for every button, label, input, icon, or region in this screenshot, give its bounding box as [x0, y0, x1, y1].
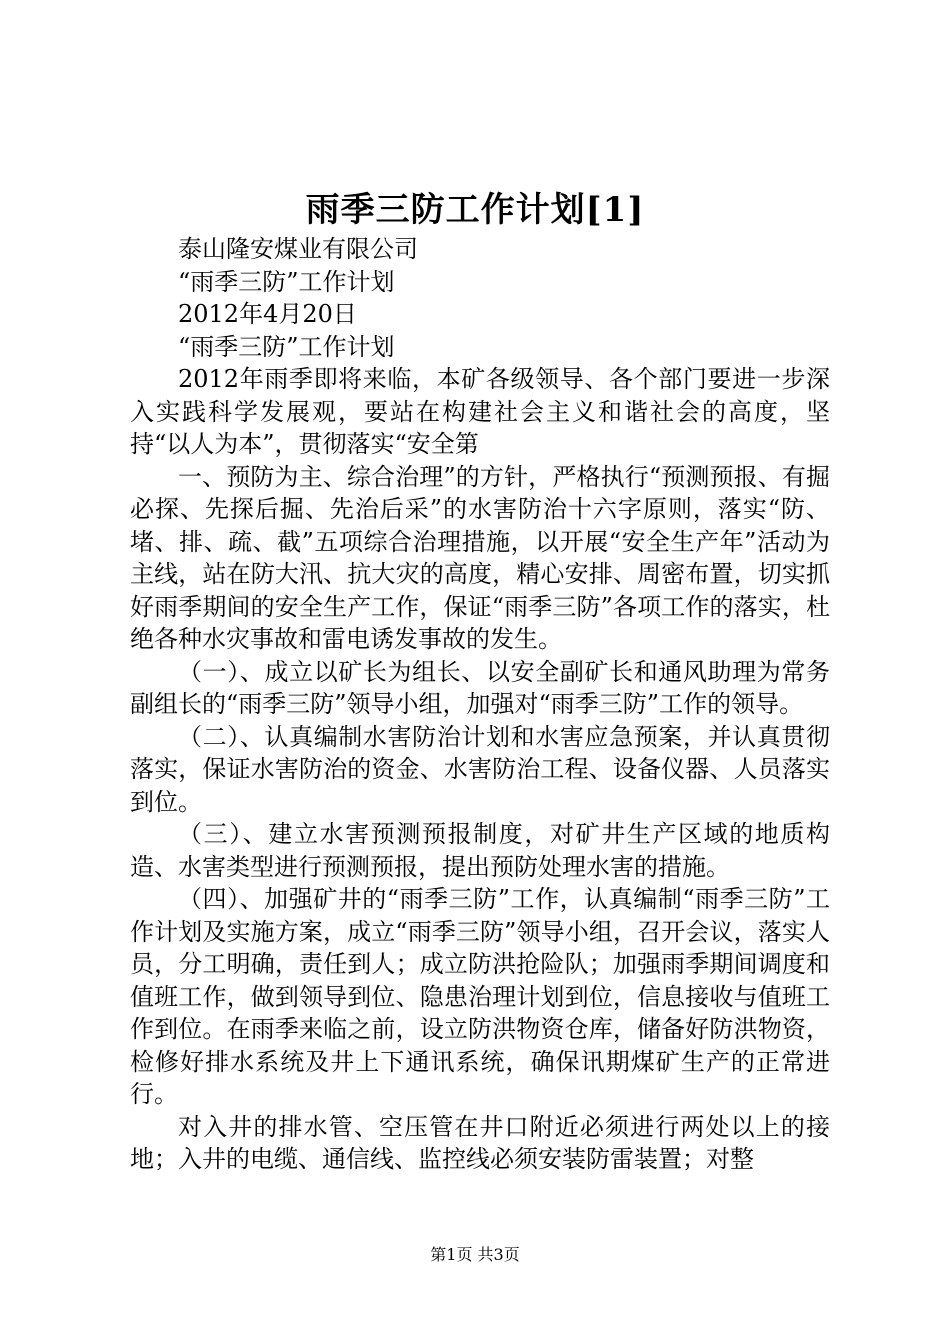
paragraph: “雨季三防”工作计划: [178, 332, 395, 361]
paragraph: 一、预防为主、综合治理”的方针，严格执行“预测预报、有掘必探、先探后掘、先治后采”的水害防治十六字原则，落实“防、堵、排、疏、截”五项综合治理措施，以开展“安全生产年”活动为主线，站在防大汛、抗大灾的高度，精心安排、周密布置，切实抓好雨季期间的安全生产工作，保证“雨季三防”各项工作的落实，杜绝各种水灾事故和雷电诱发事故的发生。: [130, 462, 830, 653]
paragraph: （一）、成立以矿长为组长、以安全副矿长和通风助理为常务副组长的“雨季三防”领导小组，加强对“雨季三防”工作的领导。: [130, 657, 830, 718]
paragraph: “雨季三防”工作计划: [178, 267, 395, 296]
paragraph: （四）、加强矿井的“雨季三防”工作，认真编制“雨季三防”工作计划及实施方案，成立“雨季三防”领导小组，召开会议，落实人员，分工明确，责任到人；成立防洪抢险队；加强雨季期间调度和值班工作，做到领导到位、隐患治理计划到位，信息接收与值班工作到位。在雨季来临之前，设立防洪物资仓库，储备好防洪物资，检修好排水系统及井上下通讯系统，确保讯期煤矿生产的正常进行。: [130, 885, 830, 1108]
document-title: 雨季三防工作计划[1]: [305, 190, 645, 230]
paragraph: （三）、建立水害预测预报制度，对矿井生产区域的地质构造、水害类型进行预测预报，提出预防处理水害的措施。: [130, 820, 830, 881]
paragraph: 泰山隆安煤业有限公司: [178, 235, 418, 263]
paragraph: 对入井的排水管、空压管在井口附近必须进行两处以上的接地；入井的电缆、通信线、监控线必须安装防雷装置；对整: [130, 1112, 830, 1173]
paragraph: （二）、认真编制水害防治计划和水害应急预案，并认真贯彻落实，保证水害防治的资金、水害防治工程、设备仪器、人员落实到位。: [130, 722, 830, 816]
document-body: [130, 233, 830, 1176]
paragraph: 2012年雨季即将来临，本矿各级领导、各个部门要进一步深入实践科学发展观，要站在构建社会主义和谐社会的高度，坚持“以人为本”，贯彻落实“安全第: [130, 365, 830, 458]
paragraph: 2012年4月20日: [178, 300, 357, 328]
page-footer: 第1页 共3页: [430, 1245, 520, 1264]
